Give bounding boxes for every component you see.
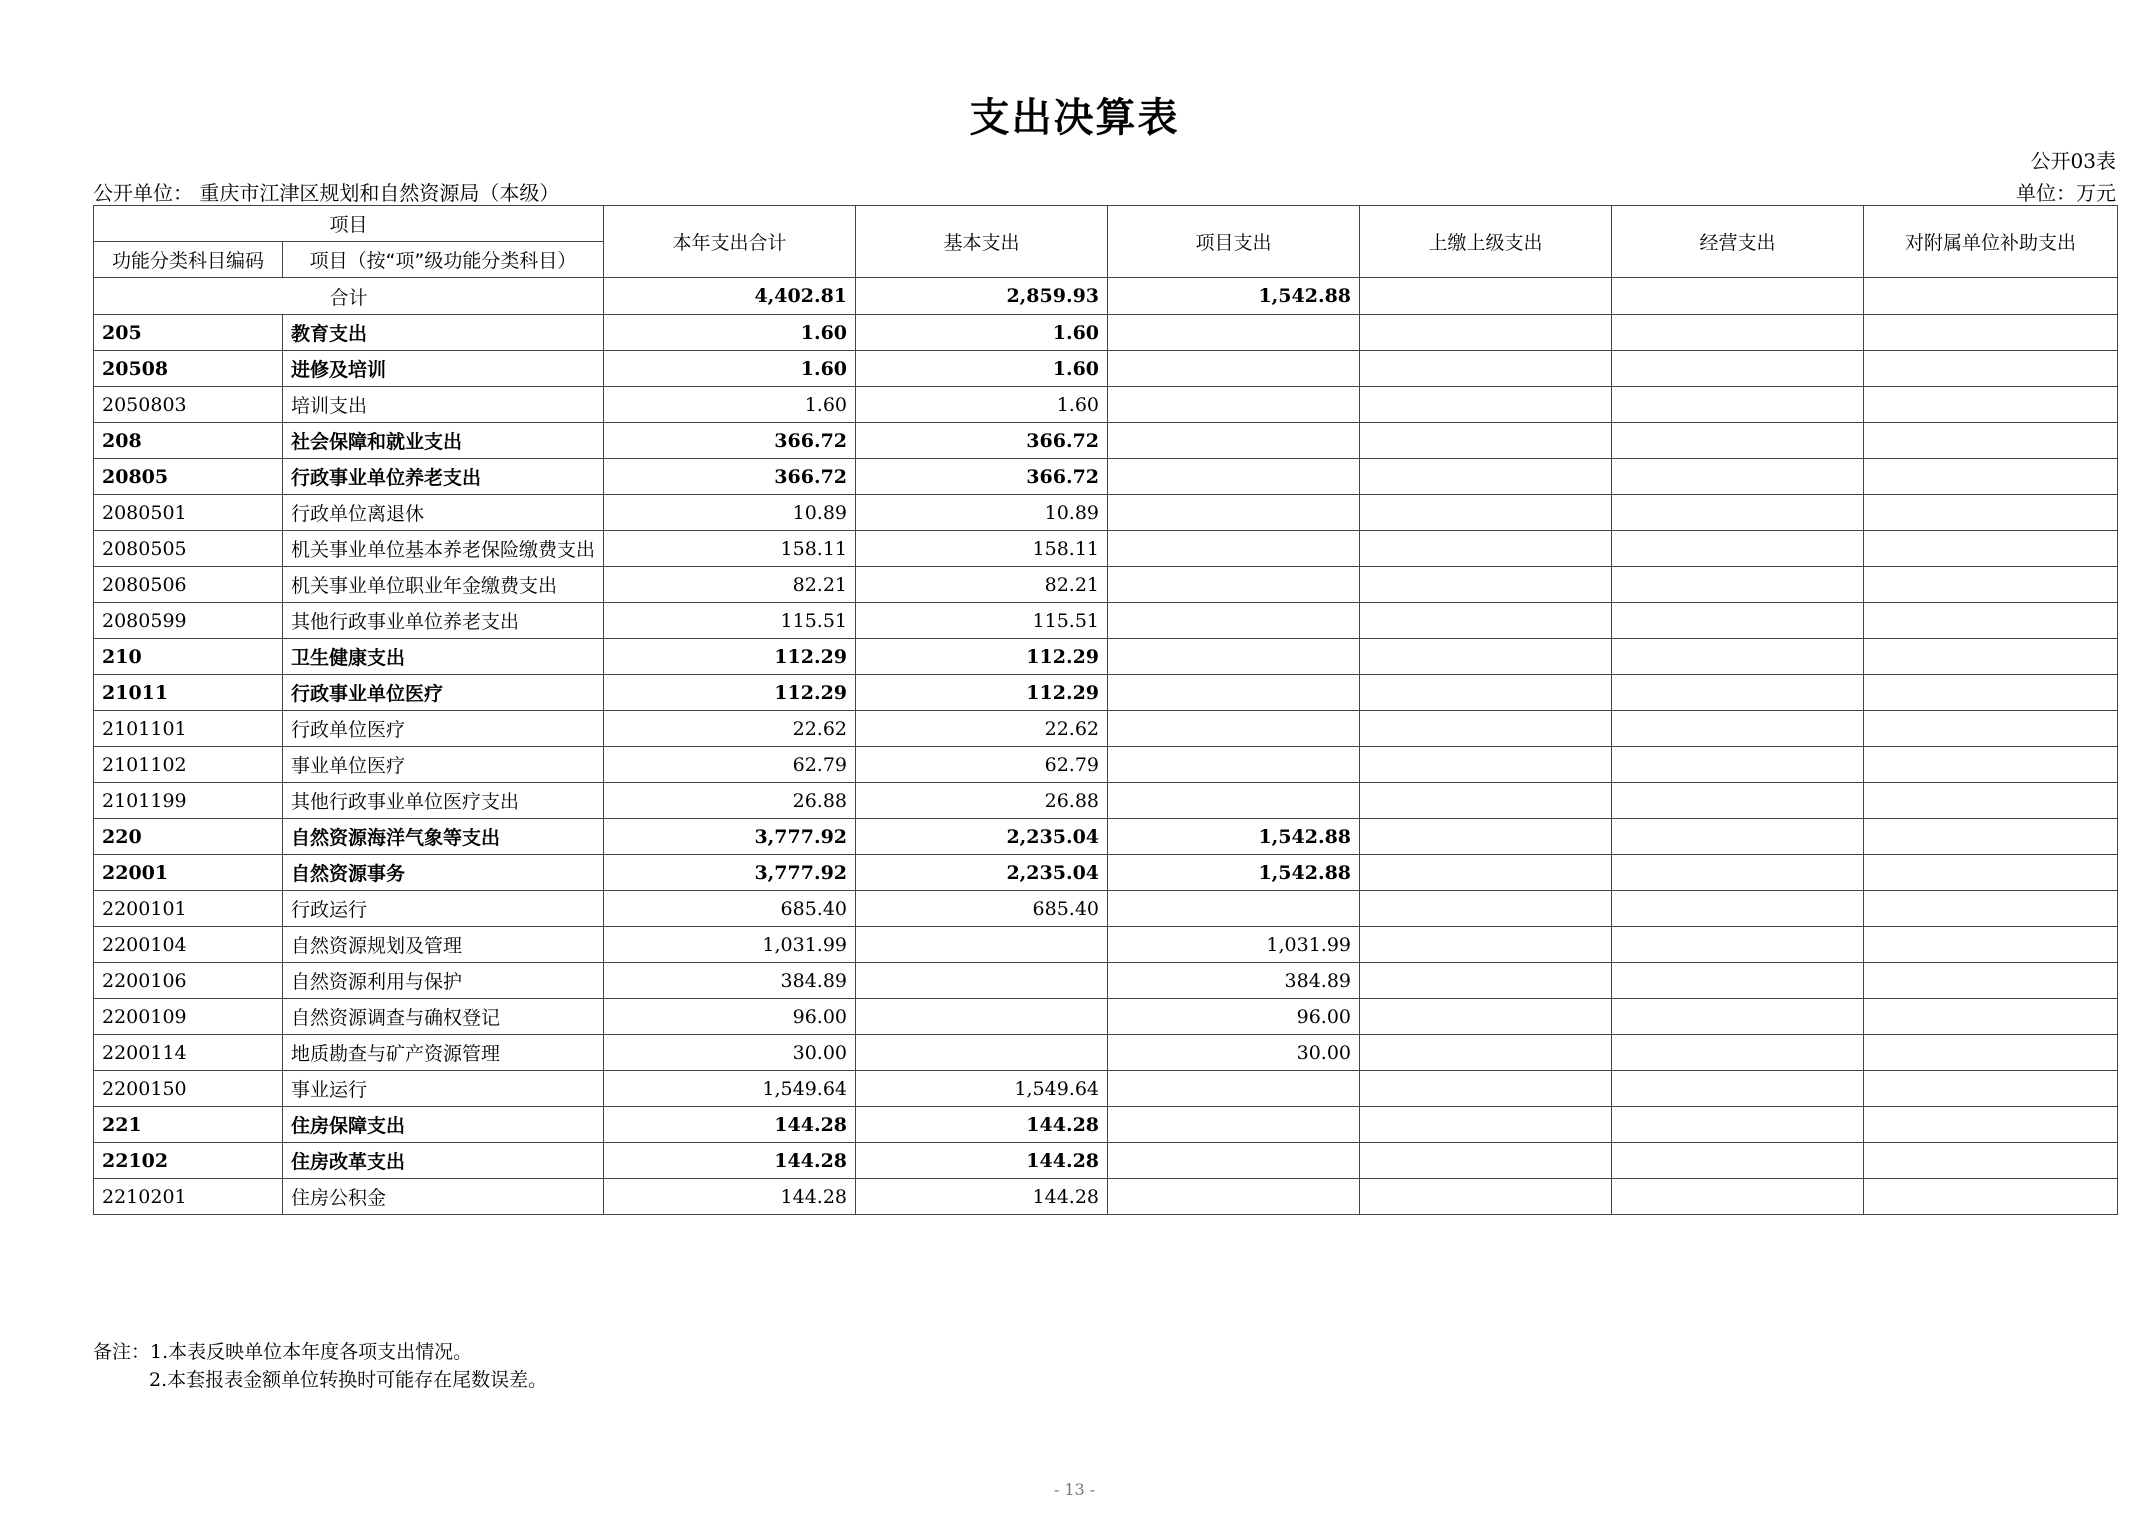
row-name: 行政事业单位医疗	[283, 675, 604, 711]
row-total: 384.89	[604, 963, 856, 999]
row-code: 221	[94, 1107, 283, 1143]
row-project	[1108, 1179, 1360, 1215]
row-project	[1108, 531, 1360, 567]
row-upper	[1360, 495, 1612, 531]
row-name: 自然资源事务	[283, 855, 604, 891]
row-upper	[1360, 1179, 1612, 1215]
row-name: 其他行政事业单位养老支出	[283, 603, 604, 639]
row-subsidy	[1864, 315, 2118, 351]
row-project: 384.89	[1108, 963, 1360, 999]
note-1: 备注：1.本表反映单位本年度各项支出情况。	[93, 1341, 473, 1363]
total-project: 1,542.88	[1108, 278, 1360, 315]
row-business	[1612, 927, 1864, 963]
row-subsidy	[1864, 783, 2118, 819]
total-label: 合计	[94, 278, 604, 315]
row-subsidy	[1864, 819, 2118, 855]
row-code: 22001	[94, 855, 283, 891]
row-upper	[1360, 1107, 1612, 1143]
total-subsidy	[1864, 278, 2118, 315]
row-project: 1,542.88	[1108, 855, 1360, 891]
row-name: 培训支出	[283, 387, 604, 423]
row-business	[1612, 387, 1864, 423]
row-name: 事业单位医疗	[283, 747, 604, 783]
row-basic: 144.28	[856, 1179, 1108, 1215]
total-business	[1612, 278, 1864, 315]
row-total: 158.11	[604, 531, 856, 567]
row-project	[1108, 351, 1360, 387]
row-code: 205	[94, 315, 283, 351]
row-code: 2050803	[94, 387, 283, 423]
row-name: 行政运行	[283, 891, 604, 927]
row-code: 220	[94, 819, 283, 855]
row-subsidy	[1864, 531, 2118, 567]
row-basic: 82.21	[856, 567, 1108, 603]
row-upper	[1360, 927, 1612, 963]
form-number: 公开03表	[2030, 149, 2116, 173]
row-subsidy	[1864, 1035, 2118, 1071]
row-project: 1,031.99	[1108, 927, 1360, 963]
row-code: 2200150	[94, 1071, 283, 1107]
row-business	[1612, 531, 1864, 567]
row-upper	[1360, 387, 1612, 423]
row-subsidy	[1864, 747, 2118, 783]
row-subsidy	[1864, 603, 2118, 639]
row-basic: 115.51	[856, 603, 1108, 639]
row-upper	[1360, 675, 1612, 711]
row-name: 卫生健康支出	[283, 639, 604, 675]
row-basic: 366.72	[856, 423, 1108, 459]
row-total: 112.29	[604, 675, 856, 711]
total-row	[94, 278, 2118, 315]
row-total: 144.28	[604, 1143, 856, 1179]
row-upper	[1360, 531, 1612, 567]
row-basic	[856, 999, 1108, 1035]
row-upper	[1360, 459, 1612, 495]
row-basic: 22.62	[856, 711, 1108, 747]
header-business: 经营支出	[1612, 206, 1864, 278]
table-row	[94, 675, 2118, 711]
row-total: 685.40	[604, 891, 856, 927]
row-business	[1612, 1107, 1864, 1143]
header-subsidy: 对附属单位补助支出	[1864, 206, 2118, 278]
row-basic: 10.89	[856, 495, 1108, 531]
row-upper	[1360, 1071, 1612, 1107]
row-business	[1612, 1071, 1864, 1107]
row-business	[1612, 747, 1864, 783]
row-name: 机关事业单位职业年金缴费支出	[283, 567, 604, 603]
row-basic	[856, 1035, 1108, 1071]
row-code: 2080505	[94, 531, 283, 567]
row-subsidy	[1864, 927, 2118, 963]
row-project	[1108, 603, 1360, 639]
row-code: 2101101	[94, 711, 283, 747]
table-row	[94, 819, 2118, 855]
row-project	[1108, 1143, 1360, 1179]
table-row	[94, 531, 2118, 567]
row-project	[1108, 783, 1360, 819]
row-total: 1,031.99	[604, 927, 856, 963]
reporting-unit: 公开单位： 重庆市江津区规划和自然资源局（本级）	[93, 181, 560, 205]
row-business	[1612, 819, 1864, 855]
row-total: 82.21	[604, 567, 856, 603]
table-row	[94, 1071, 2118, 1107]
row-business	[1612, 639, 1864, 675]
row-code: 208	[94, 423, 283, 459]
row-subsidy	[1864, 1071, 2118, 1107]
header-total: 本年支出合计	[604, 206, 856, 278]
table-row	[94, 567, 2118, 603]
row-business	[1612, 315, 1864, 351]
row-name: 教育支出	[283, 315, 604, 351]
row-total: 96.00	[604, 999, 856, 1035]
row-basic: 1.60	[856, 351, 1108, 387]
row-upper	[1360, 855, 1612, 891]
row-subsidy	[1864, 999, 2118, 1035]
table-row	[94, 711, 2118, 747]
row-business	[1612, 567, 1864, 603]
row-project	[1108, 639, 1360, 675]
table-row	[94, 315, 2118, 351]
total-upper	[1360, 278, 1612, 315]
note-2: 2.本套报表金额单位转换时可能存在尾数误差。	[149, 1369, 548, 1391]
row-total: 1.60	[604, 315, 856, 351]
row-upper	[1360, 1035, 1612, 1071]
expenditure-table	[93, 205, 2118, 1215]
row-basic: 144.28	[856, 1107, 1108, 1143]
row-business	[1612, 351, 1864, 387]
row-upper	[1360, 783, 1612, 819]
row-name: 住房保障支出	[283, 1107, 604, 1143]
table-row	[94, 783, 2118, 819]
row-business	[1612, 423, 1864, 459]
row-basic: 1.60	[856, 387, 1108, 423]
table-row	[94, 927, 2118, 963]
row-business	[1612, 675, 1864, 711]
row-total: 115.51	[604, 603, 856, 639]
row-project	[1108, 711, 1360, 747]
table-row	[94, 603, 2118, 639]
row-code: 2101199	[94, 783, 283, 819]
row-name: 其他行政事业单位医疗支出	[283, 783, 604, 819]
row-subsidy	[1864, 459, 2118, 495]
row-code: 2210201	[94, 1179, 283, 1215]
table-row	[94, 1143, 2118, 1179]
table-row	[94, 495, 2118, 531]
row-subsidy	[1864, 1143, 2118, 1179]
row-name: 进修及培训	[283, 351, 604, 387]
row-business	[1612, 855, 1864, 891]
row-code: 2200106	[94, 963, 283, 999]
page-number: - 13 -	[1053, 1480, 1096, 1499]
row-total: 30.00	[604, 1035, 856, 1071]
row-basic: 112.29	[856, 675, 1108, 711]
row-basic: 144.28	[856, 1143, 1108, 1179]
table-row	[94, 423, 2118, 459]
row-business	[1612, 1143, 1864, 1179]
row-project: 96.00	[1108, 999, 1360, 1035]
row-business	[1612, 891, 1864, 927]
notes	[93, 1338, 547, 1394]
row-upper	[1360, 711, 1612, 747]
row-project	[1108, 423, 1360, 459]
row-basic: 1.60	[856, 315, 1108, 351]
row-upper	[1360, 567, 1612, 603]
row-business	[1612, 1179, 1864, 1215]
row-basic: 1,549.64	[856, 1071, 1108, 1107]
row-upper	[1360, 747, 1612, 783]
row-subsidy	[1864, 711, 2118, 747]
table-row	[94, 891, 2118, 927]
row-name: 行政单位医疗	[283, 711, 604, 747]
table-row	[94, 351, 2118, 387]
row-name: 住房改革支出	[283, 1143, 604, 1179]
table-row	[94, 639, 2118, 675]
row-name: 行政事业单位养老支出	[283, 459, 604, 495]
row-name: 事业运行	[283, 1071, 604, 1107]
row-upper	[1360, 963, 1612, 999]
row-name: 地质勘查与矿产资源管理	[283, 1035, 604, 1071]
row-code: 20805	[94, 459, 283, 495]
row-subsidy	[1864, 639, 2118, 675]
row-total: 10.89	[604, 495, 856, 531]
row-business	[1612, 963, 1864, 999]
row-project	[1108, 1071, 1360, 1107]
total-basic: 2,859.93	[856, 278, 1108, 315]
row-project	[1108, 315, 1360, 351]
header-name: 项目（按“项”级功能分类科目）	[283, 242, 604, 278]
row-total: 26.88	[604, 783, 856, 819]
row-total: 1,549.64	[604, 1071, 856, 1107]
row-name: 自然资源规划及管理	[283, 927, 604, 963]
row-project	[1108, 891, 1360, 927]
header-project: 项目	[94, 206, 604, 242]
row-name: 行政单位离退休	[283, 495, 604, 531]
row-subsidy	[1864, 495, 2118, 531]
row-upper	[1360, 423, 1612, 459]
row-business	[1612, 495, 1864, 531]
row-basic	[856, 927, 1108, 963]
row-upper	[1360, 639, 1612, 675]
row-code: 2080501	[94, 495, 283, 531]
row-total: 22.62	[604, 711, 856, 747]
row-code: 2080506	[94, 567, 283, 603]
header-project-expense: 项目支出	[1108, 206, 1360, 278]
row-subsidy	[1864, 675, 2118, 711]
row-business	[1612, 603, 1864, 639]
row-project	[1108, 387, 1360, 423]
row-total: 3,777.92	[604, 855, 856, 891]
row-subsidy	[1864, 1107, 2118, 1143]
row-project	[1108, 459, 1360, 495]
table-row	[94, 1179, 2118, 1215]
row-project: 30.00	[1108, 1035, 1360, 1071]
row-code: 2080599	[94, 603, 283, 639]
row-subsidy	[1864, 387, 2118, 423]
table-row	[94, 747, 2118, 783]
row-business	[1612, 459, 1864, 495]
header-upper: 上缴上级支出	[1360, 206, 1612, 278]
row-basic: 366.72	[856, 459, 1108, 495]
table-row	[94, 387, 2118, 423]
row-total: 112.29	[604, 639, 856, 675]
row-total: 144.28	[604, 1179, 856, 1215]
row-name: 社会保障和就业支出	[283, 423, 604, 459]
header-code: 功能分类科目编码	[94, 242, 283, 278]
row-total: 144.28	[604, 1107, 856, 1143]
row-basic: 2,235.04	[856, 855, 1108, 891]
row-business	[1612, 1035, 1864, 1071]
row-basic: 112.29	[856, 639, 1108, 675]
row-project	[1108, 495, 1360, 531]
row-subsidy	[1864, 891, 2118, 927]
row-project	[1108, 747, 1360, 783]
table-row	[94, 855, 2118, 891]
row-upper	[1360, 999, 1612, 1035]
row-subsidy	[1864, 855, 2118, 891]
row-upper	[1360, 315, 1612, 351]
row-total: 1.60	[604, 387, 856, 423]
row-upper	[1360, 891, 1612, 927]
row-basic: 26.88	[856, 783, 1108, 819]
table-row	[94, 1035, 2118, 1071]
table-row	[94, 963, 2118, 999]
row-total: 366.72	[604, 423, 856, 459]
row-upper	[1360, 603, 1612, 639]
row-code: 2200109	[94, 999, 283, 1035]
row-name: 自然资源海洋气象等支出	[283, 819, 604, 855]
row-upper	[1360, 351, 1612, 387]
table-row	[94, 999, 2118, 1035]
row-subsidy	[1864, 1179, 2118, 1215]
row-total: 3,777.92	[604, 819, 856, 855]
row-basic: 2,235.04	[856, 819, 1108, 855]
row-subsidy	[1864, 567, 2118, 603]
row-code: 2200114	[94, 1035, 283, 1071]
row-basic	[856, 963, 1108, 999]
page-title: 支出决算表	[969, 95, 1180, 141]
row-project	[1108, 675, 1360, 711]
row-code: 22102	[94, 1143, 283, 1179]
row-business	[1612, 999, 1864, 1035]
row-name: 住房公积金	[283, 1179, 604, 1215]
row-total: 1.60	[604, 351, 856, 387]
row-name: 自然资源利用与保护	[283, 963, 604, 999]
row-project	[1108, 1107, 1360, 1143]
total-amount: 4,402.81	[604, 278, 856, 315]
row-total: 366.72	[604, 459, 856, 495]
table-row	[94, 459, 2118, 495]
row-basic: 62.79	[856, 747, 1108, 783]
row-total: 62.79	[604, 747, 856, 783]
row-code: 20508	[94, 351, 283, 387]
currency-unit: 单位：万元	[2016, 181, 2116, 205]
row-basic: 685.40	[856, 891, 1108, 927]
row-name: 自然资源调查与确权登记	[283, 999, 604, 1035]
row-business	[1612, 783, 1864, 819]
row-code: 21011	[94, 675, 283, 711]
row-project: 1,542.88	[1108, 819, 1360, 855]
row-code: 2101102	[94, 747, 283, 783]
header-basic: 基本支出	[856, 206, 1108, 278]
row-subsidy	[1864, 963, 2118, 999]
row-code: 2200101	[94, 891, 283, 927]
table-row	[94, 1107, 2118, 1143]
row-code: 2200104	[94, 927, 283, 963]
row-name: 机关事业单位基本养老保险缴费支出	[283, 531, 604, 567]
row-upper	[1360, 819, 1612, 855]
row-project	[1108, 567, 1360, 603]
row-subsidy	[1864, 423, 2118, 459]
row-basic: 158.11	[856, 531, 1108, 567]
row-business	[1612, 711, 1864, 747]
row-code: 210	[94, 639, 283, 675]
row-upper	[1360, 1143, 1612, 1179]
row-subsidy	[1864, 351, 2118, 387]
